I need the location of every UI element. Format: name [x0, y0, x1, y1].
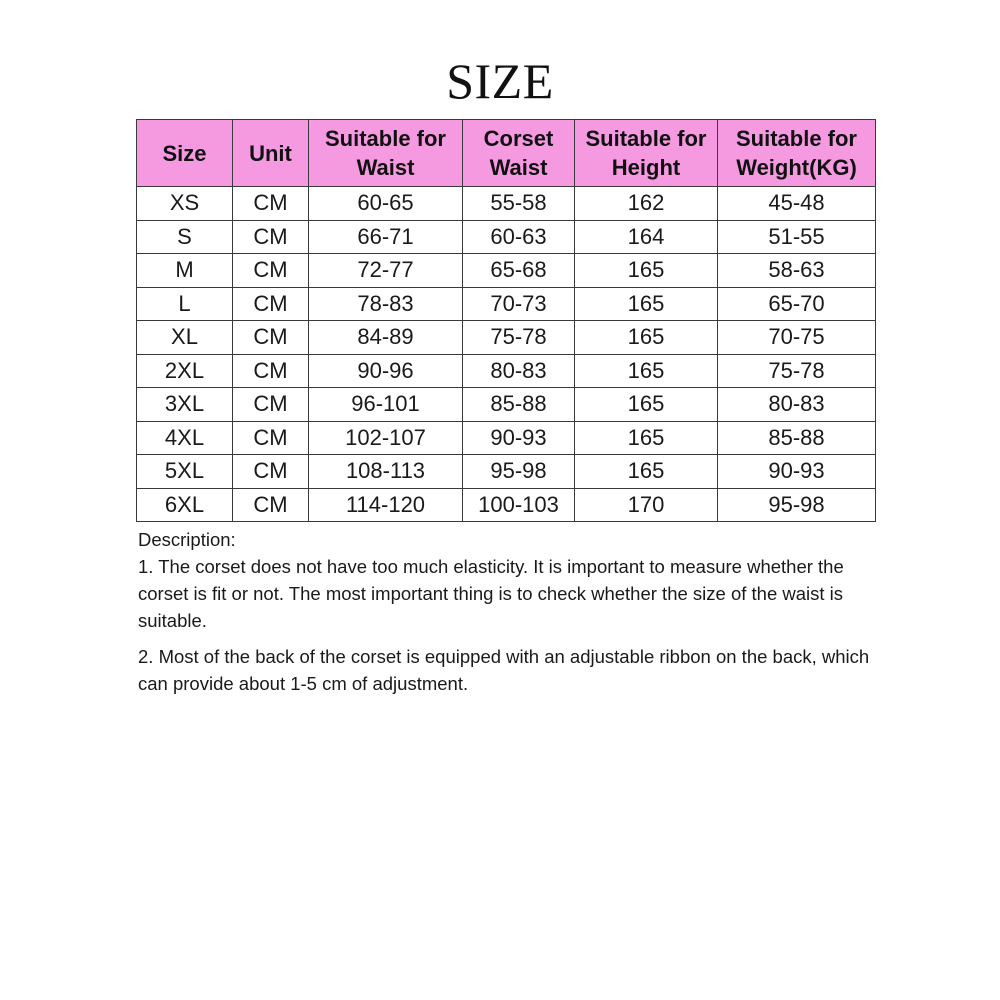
table-row — [137, 321, 876, 355]
column-header-label: Size — [162, 140, 207, 166]
table-cell-height: 162 — [575, 187, 718, 221]
column-header-label: Suitable for Waist — [324, 126, 446, 180]
column-header-suitable-waist — [309, 120, 463, 187]
table-cell-suitable-waist: 78-83 — [309, 287, 463, 321]
table-cell-weight: 45-48 — [718, 187, 876, 221]
table-cell-corset-waist: 100-103 — [463, 488, 575, 522]
table-cell-height: 164 — [575, 220, 718, 254]
table-row — [137, 421, 876, 455]
table-cell-size: 4XL — [137, 421, 233, 455]
table-cell-weight: 85-88 — [718, 421, 876, 455]
table-cell-corset-waist: 70-73 — [463, 287, 575, 321]
table-cell-corset-waist: 90-93 — [463, 421, 575, 455]
table-cell-corset-waist: 55-58 — [463, 187, 575, 221]
table-cell-unit: CM — [233, 455, 309, 489]
table-cell-height: 165 — [575, 455, 718, 489]
table-cell-size: 3XL — [137, 388, 233, 422]
column-header-corset-waist — [463, 120, 575, 187]
table-cell-corset-waist: 80-83 — [463, 354, 575, 388]
table-row — [137, 287, 876, 321]
table-cell-weight: 80-83 — [718, 388, 876, 422]
table-cell-corset-waist: 85-88 — [463, 388, 575, 422]
table-cell-weight: 65-70 — [718, 287, 876, 321]
column-header-label: Suitable for Height — [585, 126, 707, 180]
table-cell-weight: 51-55 — [718, 220, 876, 254]
table-row — [137, 354, 876, 388]
column-header-suitable-height — [575, 120, 718, 187]
table-cell-suitable-waist: 66-71 — [309, 220, 463, 254]
size-chart-table — [136, 119, 876, 522]
table-cell-height: 165 — [575, 287, 718, 321]
description-section — [138, 526, 878, 706]
column-header-label: Unit — [249, 140, 292, 166]
table-cell-weight: 90-93 — [718, 455, 876, 489]
description-note: 1. The corset does not have too much elasticity. It is important to measure whether the corset is fit or not. The most important thing is to check whether the size of the waist is suitable. — [138, 556, 844, 631]
column-header-label: Suitable for Weight(KG) — [735, 126, 857, 180]
table-cell-suitable-waist: 108-113 — [309, 455, 463, 489]
table-cell-unit: CM — [233, 354, 309, 388]
table-row — [137, 220, 876, 254]
table-cell-weight: 95-98 — [718, 488, 876, 522]
table-cell-suitable-waist: 60-65 — [309, 187, 463, 221]
table-cell-height: 165 — [575, 254, 718, 288]
table-cell-size: L — [137, 287, 233, 321]
column-header-label: Corset Waist — [483, 126, 554, 180]
table-cell-suitable-waist: 84-89 — [309, 321, 463, 355]
table-cell-unit: CM — [233, 254, 309, 288]
table-header-row — [137, 120, 876, 187]
table-cell-corset-waist: 60-63 — [463, 220, 575, 254]
table-cell-size: 6XL — [137, 488, 233, 522]
table-cell-weight: 75-78 — [718, 354, 876, 388]
table-cell-suitable-waist: 114-120 — [309, 488, 463, 522]
table-cell-unit: CM — [233, 321, 309, 355]
table-cell-weight: 58-63 — [718, 254, 876, 288]
column-header-size — [137, 120, 233, 187]
table-cell-unit: CM — [233, 488, 309, 522]
table-cell-weight: 70-75 — [718, 321, 876, 355]
table-cell-height: 165 — [575, 321, 718, 355]
description-note: 2. Most of the back of the corset is equipped with an adjustable ribbon on the back, which can provide about 1-5 cm of adjustment. — [138, 646, 870, 694]
table-row — [137, 254, 876, 288]
table-cell-corset-waist: 65-68 — [463, 254, 575, 288]
table-cell-suitable-waist: 90-96 — [309, 354, 463, 388]
table-cell-unit: CM — [233, 220, 309, 254]
description-heading: Description: — [138, 529, 236, 550]
table-cell-size: XS — [137, 187, 233, 221]
table-row — [137, 488, 876, 522]
table-cell-size: S — [137, 220, 233, 254]
table-row — [137, 187, 876, 221]
table-row — [137, 455, 876, 489]
table-cell-suitable-waist: 72-77 — [309, 254, 463, 288]
table-cell-size: 5XL — [137, 455, 233, 489]
table-cell-size: M — [137, 254, 233, 288]
table-cell-corset-waist: 75-78 — [463, 321, 575, 355]
table-row — [137, 388, 876, 422]
table-cell-suitable-waist: 96-101 — [309, 388, 463, 422]
page-title: SIZE — [446, 53, 554, 109]
table-cell-height: 170 — [575, 488, 718, 522]
table-cell-unit: CM — [233, 287, 309, 321]
table-cell-unit: CM — [233, 187, 309, 221]
table-cell-height: 165 — [575, 354, 718, 388]
table-cell-unit: CM — [233, 421, 309, 455]
table-cell-size: 2XL — [137, 354, 233, 388]
table-cell-size: XL — [137, 321, 233, 355]
column-header-unit — [233, 120, 309, 187]
table-cell-height: 165 — [575, 388, 718, 422]
column-header-suitable-weight — [718, 120, 876, 187]
table-cell-height: 165 — [575, 421, 718, 455]
table-cell-unit: CM — [233, 388, 309, 422]
table-cell-corset-waist: 95-98 — [463, 455, 575, 489]
table-cell-suitable-waist: 102-107 — [309, 421, 463, 455]
